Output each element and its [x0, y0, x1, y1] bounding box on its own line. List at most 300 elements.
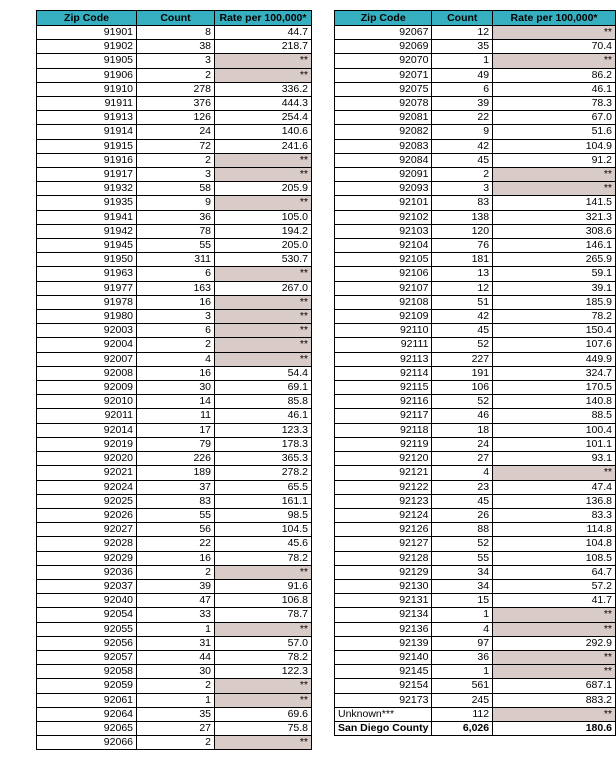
count-cell: 3 — [137, 168, 215, 182]
table-row — [37, 324, 312, 338]
zip-code-cell: 92123 — [335, 494, 432, 508]
rate-cell: 140.8 — [493, 395, 616, 409]
zip-code-cell: 92069 — [335, 40, 432, 54]
table-row — [37, 139, 312, 153]
table-row — [37, 366, 312, 380]
zip-code-cell: 91915 — [37, 139, 137, 153]
table-row — [335, 281, 616, 295]
count-cell: 17 — [137, 423, 215, 437]
rate-cell: 78.3 — [493, 97, 616, 111]
zip-code-cell: 91906 — [37, 68, 137, 82]
rate-cell: ** — [215, 679, 312, 693]
rate-cell: 78.2 — [493, 310, 616, 324]
zip-code-cell: 92056 — [37, 636, 137, 650]
zip-code-cell: 92104 — [335, 239, 432, 253]
rate-cell: 308.6 — [493, 224, 616, 238]
rate-cell: 101.1 — [493, 437, 616, 451]
table-row — [37, 295, 312, 309]
rate-cell: ** — [215, 565, 312, 579]
zip-code-cell: 92058 — [37, 665, 137, 679]
rate-cell: 100.4 — [493, 423, 616, 437]
table-row — [37, 267, 312, 281]
zip-code-cell: 92028 — [37, 537, 137, 551]
table-row — [335, 153, 616, 167]
table-row — [37, 736, 312, 750]
zip-code-cell: 92029 — [37, 551, 137, 565]
count-cell: 4 — [137, 352, 215, 366]
table-row — [37, 239, 312, 253]
zip-code-cell: 92154 — [335, 679, 432, 693]
rate-cell: ** — [493, 622, 616, 636]
zip-code-cell: 92124 — [335, 508, 432, 522]
table-row — [335, 551, 616, 565]
zip-code-cell: 92111 — [335, 338, 432, 352]
count-cell: 126 — [137, 111, 215, 125]
zip-code-cell: 92121 — [335, 466, 432, 480]
count-cell: 16 — [137, 366, 215, 380]
count-cell: 47 — [137, 594, 215, 608]
table-row — [335, 608, 616, 622]
rate-header: Rate per 100,000* — [215, 11, 312, 26]
count-cell: 35 — [137, 707, 215, 721]
rate-cell: 91.2 — [493, 153, 616, 167]
table-row — [37, 111, 312, 125]
count-cell: 2 — [137, 68, 215, 82]
table-row — [335, 636, 616, 650]
rate-cell: ** — [215, 153, 312, 167]
rate-cell: 205.9 — [215, 182, 312, 196]
zip-code-cell: 92116 — [335, 395, 432, 409]
table-row — [335, 168, 616, 182]
count-cell: 38 — [137, 40, 215, 54]
table-row — [37, 125, 312, 139]
table-row — [335, 409, 616, 423]
rate-cell: 146.1 — [493, 239, 616, 253]
count-cell: 24 — [432, 437, 493, 451]
rate-cell: 65.5 — [215, 480, 312, 494]
right-data-table — [334, 10, 616, 736]
zip-code-cell: 92091 — [335, 168, 432, 182]
zip-code-cell: 92066 — [37, 736, 137, 750]
table-row — [335, 622, 616, 636]
zip-code-cell: 91935 — [37, 196, 137, 210]
zip-code-cell: 92071 — [335, 68, 432, 82]
zip-code-cell: 92102 — [335, 210, 432, 224]
rate-cell: 122.3 — [215, 665, 312, 679]
count-cell: 561 — [432, 679, 493, 693]
rate-cell: 51.6 — [493, 125, 616, 139]
zip-code-cell: 92145 — [335, 665, 432, 679]
rate-cell: ** — [215, 168, 312, 182]
table-row — [37, 579, 312, 593]
zip-code-cell: 92037 — [37, 579, 137, 593]
rate-cell: 64.7 — [493, 565, 616, 579]
table-row — [37, 565, 312, 579]
zip-code-cell: 92059 — [37, 679, 137, 693]
count-cell: 11 — [137, 409, 215, 423]
count-cell: 34 — [432, 579, 493, 593]
count-cell: 1 — [432, 608, 493, 622]
rate-cell: 278.2 — [215, 466, 312, 480]
count-cell: 2 — [137, 338, 215, 352]
rate-cell: ** — [215, 54, 312, 68]
count-cell: 33 — [137, 608, 215, 622]
count-cell: 112 — [432, 707, 493, 721]
rate-cell: ** — [215, 295, 312, 309]
count-cell: 42 — [432, 139, 493, 153]
table-row — [335, 111, 616, 125]
table-row — [37, 40, 312, 54]
zip-code-cell: 92040 — [37, 594, 137, 608]
table-row — [37, 650, 312, 664]
table-row — [37, 97, 312, 111]
table-row — [37, 68, 312, 82]
table-row — [37, 381, 312, 395]
rate-cell: ** — [493, 182, 616, 196]
rate-cell: 54.4 — [215, 366, 312, 380]
table-row — [335, 125, 616, 139]
zip-code-cell: 92027 — [37, 523, 137, 537]
count-cell: 83 — [137, 494, 215, 508]
count-cell: 39 — [137, 579, 215, 593]
zip-code-cell: 92008 — [37, 366, 137, 380]
table-row — [335, 139, 616, 153]
count-cell: 39 — [432, 97, 493, 111]
rate-cell: 449.9 — [493, 352, 616, 366]
rate-cell: ** — [493, 54, 616, 68]
rate-cell: 57.2 — [493, 579, 616, 593]
table-row — [37, 54, 312, 68]
table-row — [335, 523, 616, 537]
zip-code-cell: 92120 — [335, 452, 432, 466]
zip-code-cell: 92115 — [335, 381, 432, 395]
table-row — [37, 210, 312, 224]
count-cell: 56 — [137, 523, 215, 537]
count-cell: 4 — [432, 622, 493, 636]
rate-cell: 185.9 — [493, 295, 616, 309]
zip-code-cell: 92064 — [37, 707, 137, 721]
count-cell: 31 — [137, 636, 215, 650]
zip-code-cell: 92130 — [335, 579, 432, 593]
zip-code-cell: 91978 — [37, 295, 137, 309]
zip-code-cell: 92026 — [37, 508, 137, 522]
zip-code-cell: 92061 — [37, 693, 137, 707]
table-row — [335, 650, 616, 664]
table-row — [37, 437, 312, 451]
count-cell: 52 — [432, 537, 493, 551]
table-row — [335, 253, 616, 267]
rate-cell: ** — [493, 168, 616, 182]
zip-code-cell: 92057 — [37, 650, 137, 664]
zip-code-cell: 92105 — [335, 253, 432, 267]
count-cell: 3 — [432, 182, 493, 196]
table-row — [335, 508, 616, 522]
count-cell: 1 — [432, 665, 493, 679]
rate-cell: 161.1 — [215, 494, 312, 508]
count-cell: 97 — [432, 636, 493, 650]
table-row — [37, 281, 312, 295]
table-row — [37, 452, 312, 466]
zip-code-cell: 92036 — [37, 565, 137, 579]
rate-cell: 86.2 — [493, 68, 616, 82]
table-row — [37, 395, 312, 409]
rate-cell: 336.2 — [215, 82, 312, 96]
count-cell: 2 — [137, 736, 215, 750]
count-cell: 6 — [137, 267, 215, 281]
table-row — [37, 480, 312, 494]
table-row — [335, 395, 616, 409]
count-cell: 45 — [432, 494, 493, 508]
zip-code-cell: 92114 — [335, 366, 432, 380]
rate-cell: 107.6 — [493, 338, 616, 352]
zip-code-cell: 92010 — [37, 395, 137, 409]
header-row — [37, 11, 312, 26]
table-row — [335, 267, 616, 281]
count-cell: 278 — [137, 82, 215, 96]
count-cell: 37 — [137, 480, 215, 494]
zip-code-cell: 91902 — [37, 40, 137, 54]
rate-cell: 267.0 — [215, 281, 312, 295]
rate-cell: 136.8 — [493, 494, 616, 508]
zip-code-cell: 91905 — [37, 54, 137, 68]
rate-cell: 78.2 — [215, 551, 312, 565]
zip-code-cell: 92055 — [37, 622, 137, 636]
count-cell: 36 — [137, 210, 215, 224]
count-cell: 44 — [137, 650, 215, 664]
table-row — [37, 82, 312, 96]
zip-code-cell: 91916 — [37, 153, 137, 167]
count-cell: 49 — [432, 68, 493, 82]
zip-code-cell: 92173 — [335, 693, 432, 707]
zip-code-cell: 92136 — [335, 622, 432, 636]
rate-cell: 254.4 — [215, 111, 312, 125]
zip-code-cell: 91910 — [37, 82, 137, 96]
count-cell: 3 — [137, 54, 215, 68]
zip-code-cell: 92107 — [335, 281, 432, 295]
zip-code-cell: 92110 — [335, 324, 432, 338]
table-row — [335, 494, 616, 508]
header-row — [335, 11, 616, 26]
zip-code-header: Zip Code — [37, 11, 137, 26]
zip-code-cell: 92122 — [335, 480, 432, 494]
count-cell: 52 — [432, 395, 493, 409]
rate-cell: 67.0 — [493, 111, 616, 125]
rate-cell: 324.7 — [493, 366, 616, 380]
count-cell: 35 — [432, 40, 493, 54]
rate-cell: 85.8 — [215, 395, 312, 409]
rate-cell: 83.3 — [493, 508, 616, 522]
count-cell: 1 — [137, 622, 215, 636]
count-cell: 13 — [432, 267, 493, 281]
zip-code-cell: 92119 — [335, 437, 432, 451]
count-cell: 78 — [137, 224, 215, 238]
rate-cell: 292.9 — [493, 636, 616, 650]
count-cell: 4 — [432, 466, 493, 480]
zip-code-cell: 91945 — [37, 239, 137, 253]
table-row — [335, 579, 616, 593]
zip-code-cell: 92126 — [335, 523, 432, 537]
table-row — [335, 466, 616, 480]
rate-cell: ** — [215, 267, 312, 281]
table-row — [335, 338, 616, 352]
rate-cell: ** — [493, 707, 616, 721]
table-row — [335, 82, 616, 96]
count-cell: 72 — [137, 139, 215, 153]
rate-cell: ** — [215, 310, 312, 324]
zip-code-cell: 92131 — [335, 594, 432, 608]
rate-cell: 444.3 — [215, 97, 312, 111]
rate-cell: 218.7 — [215, 40, 312, 54]
table-row — [335, 224, 616, 238]
count-cell: 12 — [432, 26, 493, 40]
zip-code-cell: 92118 — [335, 423, 432, 437]
zip-code-cell: 91911 — [37, 97, 137, 111]
rate-cell: 69.6 — [215, 707, 312, 721]
table-row — [37, 196, 312, 210]
count-cell: 34 — [432, 565, 493, 579]
count-cell: 55 — [432, 551, 493, 565]
zip-code-cell: 92078 — [335, 97, 432, 111]
zip-code-cell: 92011 — [37, 409, 137, 423]
count-cell: 55 — [137, 508, 215, 522]
rate-cell: 205.0 — [215, 239, 312, 253]
count-cell: 79 — [137, 437, 215, 451]
table-row — [335, 381, 616, 395]
count-cell: 120 — [432, 224, 493, 238]
count-cell: 18 — [432, 423, 493, 437]
zip-code-cell: San Diego County — [335, 721, 432, 735]
count-cell: 22 — [137, 537, 215, 551]
rate-cell: 150.4 — [493, 324, 616, 338]
rate-cell: 170.5 — [493, 381, 616, 395]
zip-code-cell: 92003 — [37, 324, 137, 338]
zip-code-cell: 92093 — [335, 182, 432, 196]
zip-code-cell: 92020 — [37, 452, 137, 466]
zip-code-cell: 92113 — [335, 352, 432, 366]
rate-cell: ** — [215, 736, 312, 750]
zip-code-cell: 91917 — [37, 168, 137, 182]
count-cell: 26 — [432, 508, 493, 522]
table-row — [335, 40, 616, 54]
count-cell: 9 — [432, 125, 493, 139]
rate-cell: 78.2 — [215, 650, 312, 664]
zip-code-cell: 92129 — [335, 565, 432, 579]
table-row — [37, 466, 312, 480]
zip-code-cell: 92083 — [335, 139, 432, 153]
zip-code-cell: 92004 — [37, 338, 137, 352]
zip-code-cell: 91932 — [37, 182, 137, 196]
rate-cell: 44.7 — [215, 26, 312, 40]
zip-code-cell: 92101 — [335, 196, 432, 210]
table-row — [335, 310, 616, 324]
count-cell: 9 — [137, 196, 215, 210]
zip-code-cell: 91942 — [37, 224, 137, 238]
count-cell: 3 — [137, 310, 215, 324]
table-row — [335, 295, 616, 309]
count-cell: 189 — [137, 466, 215, 480]
count-cell: 51 — [432, 295, 493, 309]
zip-code-cell: 92127 — [335, 537, 432, 551]
rate-cell: 45.6 — [215, 537, 312, 551]
count-cell: 76 — [432, 239, 493, 253]
rate-cell: 70.4 — [493, 40, 616, 54]
zip-code-cell: 92054 — [37, 608, 137, 622]
zip-code-cell: 92021 — [37, 466, 137, 480]
rate-cell: 106.8 — [215, 594, 312, 608]
table-row — [37, 551, 312, 565]
table-row — [37, 622, 312, 636]
table-row — [37, 636, 312, 650]
count-cell: 2 — [137, 153, 215, 167]
count-cell: 226 — [137, 452, 215, 466]
count-cell: 15 — [432, 594, 493, 608]
rate-cell: 194.2 — [215, 224, 312, 238]
zip-code-cell: 92084 — [335, 153, 432, 167]
count-cell: 191 — [432, 366, 493, 380]
count-cell: 52 — [432, 338, 493, 352]
rate-cell: ** — [493, 608, 616, 622]
rate-cell: 39.1 — [493, 281, 616, 295]
count-cell: 58 — [137, 182, 215, 196]
table-row — [37, 423, 312, 437]
zip-code-cell: 92007 — [37, 352, 137, 366]
zip-code-cell: 92014 — [37, 423, 137, 437]
rate-cell: 91.6 — [215, 579, 312, 593]
zip-code-cell: 92067 — [335, 26, 432, 40]
rate-cell: ** — [493, 466, 616, 480]
rate-cell: 140.6 — [215, 125, 312, 139]
rate-cell: 321.3 — [493, 210, 616, 224]
table-row — [335, 721, 616, 735]
count-header: Count — [432, 11, 493, 26]
count-cell: 181 — [432, 253, 493, 267]
zip-code-cell: 92024 — [37, 480, 137, 494]
left-table-body — [37, 26, 312, 750]
rate-cell: 59.1 — [493, 267, 616, 281]
right-table-body — [335, 26, 616, 736]
count-cell: 8 — [137, 26, 215, 40]
zip-code-cell: 91901 — [37, 26, 137, 40]
count-cell: 1 — [137, 693, 215, 707]
count-cell: 106 — [432, 381, 493, 395]
count-cell: 16 — [137, 551, 215, 565]
count-cell: 311 — [137, 253, 215, 267]
rate-header: Rate per 100,000* — [493, 11, 616, 26]
rate-cell: 46.1 — [493, 82, 616, 96]
rate-cell: 141.5 — [493, 196, 616, 210]
left-data-table — [36, 10, 312, 750]
table-row — [37, 224, 312, 238]
count-cell: 83 — [432, 196, 493, 210]
rate-cell: 178.3 — [215, 437, 312, 451]
rate-cell: 46.1 — [215, 409, 312, 423]
zip-code-cell: 92128 — [335, 551, 432, 565]
table-row — [335, 693, 616, 707]
zip-code-cell: 92109 — [335, 310, 432, 324]
table-row — [335, 679, 616, 693]
count-cell: 16 — [137, 295, 215, 309]
table-row — [37, 721, 312, 735]
rate-cell: 75.8 — [215, 721, 312, 735]
table-row — [37, 707, 312, 721]
zip-code-cell: 92106 — [335, 267, 432, 281]
rate-cell: ** — [493, 650, 616, 664]
rate-cell: 365.3 — [215, 452, 312, 466]
count-cell: 2 — [137, 565, 215, 579]
zip-code-cell: 92134 — [335, 608, 432, 622]
table-row — [335, 97, 616, 111]
rate-cell: 41.7 — [493, 594, 616, 608]
